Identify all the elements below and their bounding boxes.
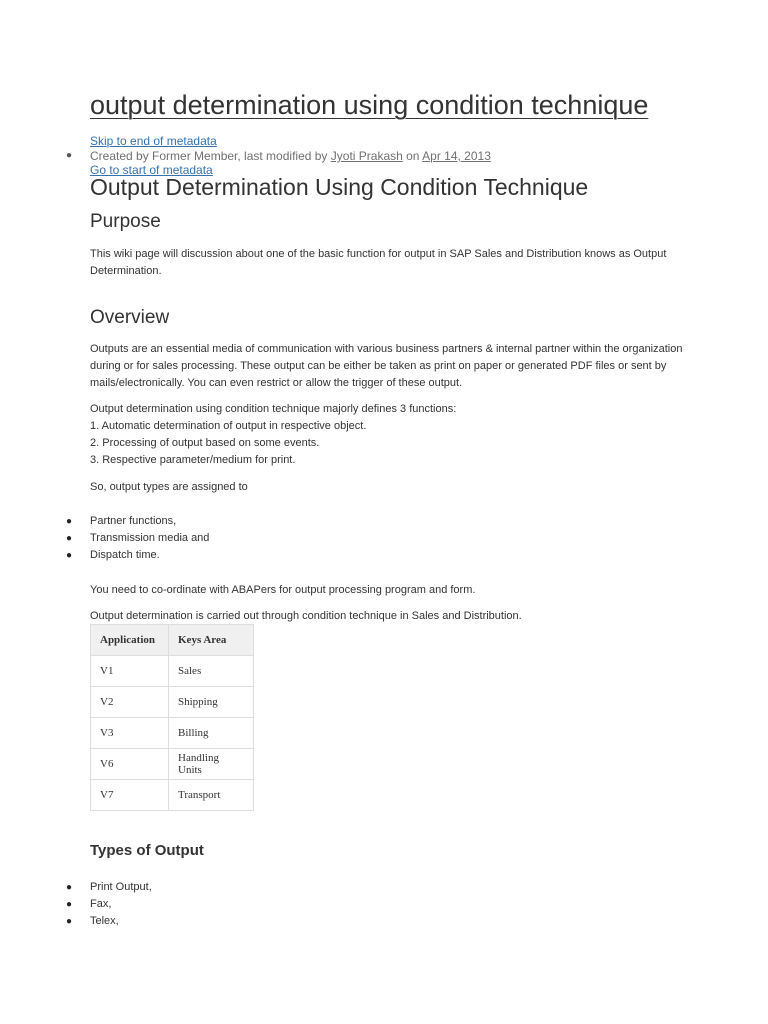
main-heading: Output Determination Using Condition Technique (90, 174, 589, 200)
abaper-paragraph (90, 582, 680, 599)
text-line: Outputs are an essential media of communication with various business partners & internal partner within the organization (90, 343, 683, 355)
bullet-icon: ● (66, 899, 73, 910)
bullet-icon: ● (66, 150, 73, 161)
table-row (91, 718, 254, 749)
text-line: 1. Automatic determination of output in respective object. (90, 420, 367, 432)
table-cell: V3 (91, 718, 169, 749)
created-by-text: Created by Former Member, last modified by (90, 149, 331, 163)
wiki-page: output determination using condition technique Skip to end of metadata ● Created by Former Member, last modified by Jyoti Prakash on Apr 14, 2013 Go to start of metadata Output Determination Using Condition Technique Purpose This wiki page will discussion about one of the basic function for output in SAP Sales and Distribution knows as Output Determination. Overview Outputs are an essential media of communication with various business partners & internal partner within the organization during or for sales processing. These output can be either be taken as print on paper or generated PDF files or sent by mails/electronically. You can even restrict or allow the trigger of these output. Output determination using condition technique majorly defines 3 functions: 1. Automatic determination of output in respective object. 2. Processing of output based on some events. 3. Respective parameter/medium for print. So, output types are assigned to ● Partner functions, ● Transmission media and ● Dispatch time. You need to co-ordinate with ABAPers for output processing program and form. Output determination is carried out through condition technique in Sales and Distribution. Application Keys Area V1 Sales V2 Shipping V3 Billing V6 Handling Units V7 Transport Types of Output ● Print Output, ● Fax, ● Telex, (0, 0, 768, 1024)
table-row (91, 687, 254, 718)
overview-heading: Overview (90, 307, 170, 328)
table-cell: Handling Units (169, 749, 254, 780)
text-line: 3. Respective parameter/medium for print. (90, 454, 296, 466)
table-header-row (91, 625, 254, 656)
applications-table (90, 624, 254, 811)
text-line: So, output types are assigned to (90, 481, 248, 493)
text-line: 2. Processing of output based on some events. (90, 437, 320, 449)
assigned-to-paragraph (90, 479, 680, 496)
text-line: This wiki page will discussion about one of the basic function for output in SAP Sales and Distribution knows as Output (90, 248, 667, 260)
column-header-application: Application (91, 625, 169, 656)
column-header-keys-area: Keys Area (169, 625, 254, 656)
text-line: You need to co-ordinate with ABAPers for output processing program and form. (90, 584, 476, 596)
purpose-paragraph (90, 246, 680, 280)
page-title: output determination using condition technique (90, 90, 649, 120)
table-cell: V7 (91, 780, 169, 811)
types-of-output-heading: Types of Output (90, 842, 204, 859)
table-row (91, 656, 254, 687)
text-line: during or for sales processing. These output can be either be taken as print on paper or generated PDF files or sent by (90, 360, 667, 372)
functions-paragraph (90, 401, 680, 469)
bullet-icon: ● (66, 550, 73, 561)
on-text: on (402, 149, 423, 163)
table-row (91, 780, 254, 811)
table-cell: Sales (169, 656, 254, 687)
table-cell: V2 (91, 687, 169, 718)
overview-paragraph (90, 341, 683, 392)
go-to-start-link[interactable]: Go to start of metadata (90, 163, 213, 177)
table-cell: Billing (169, 718, 254, 749)
table-cell: V1 (91, 656, 169, 687)
bullet-icon: ● (66, 916, 73, 927)
bullet-icon: ● (66, 533, 73, 544)
skip-to-end-link[interactable]: Skip to end of metadata (90, 134, 217, 148)
table-cell: V6 (91, 749, 169, 780)
condition-technique-paragraph (90, 608, 680, 625)
text-line: Output determination using condition technique majorly defines 3 functions: (90, 403, 457, 415)
page-metadata (90, 149, 491, 163)
table-cell: Transport (169, 780, 254, 811)
text-line: Output determination is carried out through condition technique in Sales and Distribution. (90, 610, 522, 622)
date-link[interactable]: Apr 14, 2013 (422, 149, 491, 163)
text-line: Determination. (90, 265, 162, 277)
purpose-heading: Purpose (90, 211, 161, 232)
bullet-icon: ● (66, 516, 73, 527)
author-link[interactable]: Jyoti Prakash (330, 149, 403, 163)
table-row (91, 749, 254, 780)
bullet-icon: ● (66, 882, 73, 893)
text-line: mails/electronically. You can even restrict or allow the trigger of these output. (90, 377, 463, 389)
table-cell: Shipping (169, 687, 254, 718)
